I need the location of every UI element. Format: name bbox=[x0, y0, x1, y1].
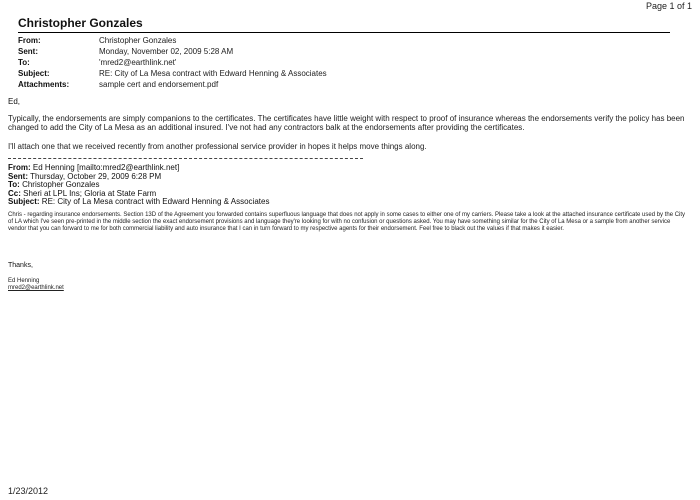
fwd-cc-label: Cc: bbox=[8, 188, 21, 198]
sent-row bbox=[18, 46, 327, 57]
fwd-from-value: Ed Henning [mailto:mred2@earthlink.net] bbox=[32, 163, 180, 172]
fwd-cc-value: Sheri at LPL Ins; Gloria at State Farm bbox=[23, 188, 157, 198]
attachments-row bbox=[18, 79, 327, 90]
fwd-subject-label: Subject: bbox=[8, 197, 40, 207]
attachments-label: Attachments: bbox=[18, 80, 70, 89]
from-row bbox=[18, 35, 327, 46]
to-row bbox=[18, 57, 327, 68]
subject-value: RE: City of La Mesa contract with Edward Henning & Associates bbox=[99, 69, 327, 78]
email-header bbox=[18, 35, 327, 90]
from-value: Christopher Gonzales bbox=[99, 36, 177, 45]
to-value: 'mred2@earthlink.net' bbox=[99, 58, 177, 67]
fwd-from-label: From: bbox=[8, 163, 31, 172]
sent-value: Monday, November 02, 2009 5:28 AM bbox=[99, 47, 234, 56]
subject-row bbox=[18, 68, 327, 79]
footer-date: 1/23/2012 bbox=[8, 486, 49, 496]
sent-label: Sent: bbox=[18, 47, 38, 56]
fwd-sent-label: Sent: bbox=[8, 171, 28, 181]
body-paragraph-1: Typically, the endorsements are simply companions to the certificates. The certificates have little weight with respect to proof of insurance whereas the endorsements verify the policy has been changed to add the City of La Mesa as an additional insured. I've not had any contractors balk at the endorsements after providing the certificates. bbox=[8, 114, 685, 132]
from-label: From: bbox=[18, 36, 41, 45]
fwd-subject-value: RE: City of La Mesa contract with Edward Henning & Associates bbox=[41, 197, 270, 207]
forward-divider bbox=[8, 158, 363, 159]
thanks-text: Thanks, bbox=[8, 262, 33, 269]
subject-label: Subject: bbox=[18, 69, 50, 78]
attachments-value: sample cert and endorsement.pdf bbox=[99, 80, 219, 89]
fwd-to-value: Christopher Gonzales bbox=[22, 180, 100, 190]
forwarded-header bbox=[8, 164, 269, 207]
fwd-subject-row bbox=[8, 198, 269, 207]
body-paragraph-2: I'll attach one that we received recently from another professional service provider in hopes it helps move things along. bbox=[8, 142, 427, 151]
signature-email-link[interactable]: mred2@earthlink.net bbox=[8, 285, 64, 291]
fwd-to-label: To: bbox=[8, 180, 20, 190]
signature-name: Ed Henning bbox=[8, 278, 40, 284]
greeting: Ed, bbox=[8, 97, 21, 106]
header-divider bbox=[18, 32, 670, 33]
forwarded-body: Chris - regarding insurance endorsements. Section 13D of the Agreement you forwarded contains superfluous language that does not apply in some cases to either one of my carriers. Please take a look at the attached insurance certificate used by the City of LA which I've seen pre-printed in the middle section the exact endorsement provisions and language they're looking for with no confusion or questions asked. You may have something similar for the City of La Mesa or a sample from another service vendor that you can forward to me for both commercial liability and auto insurance that I can in turn forward to my respective agents for their endorsement. Feel free to black out the values if that makes it easier. bbox=[8, 212, 686, 233]
to-label: To: bbox=[18, 58, 30, 67]
fwd-sent-value: Thursday, October 29, 2009 6:28 PM bbox=[30, 171, 162, 181]
page-number: Page 1 of 1 bbox=[645, 1, 692, 11]
sender-name: Christopher Gonzales bbox=[18, 16, 143, 30]
